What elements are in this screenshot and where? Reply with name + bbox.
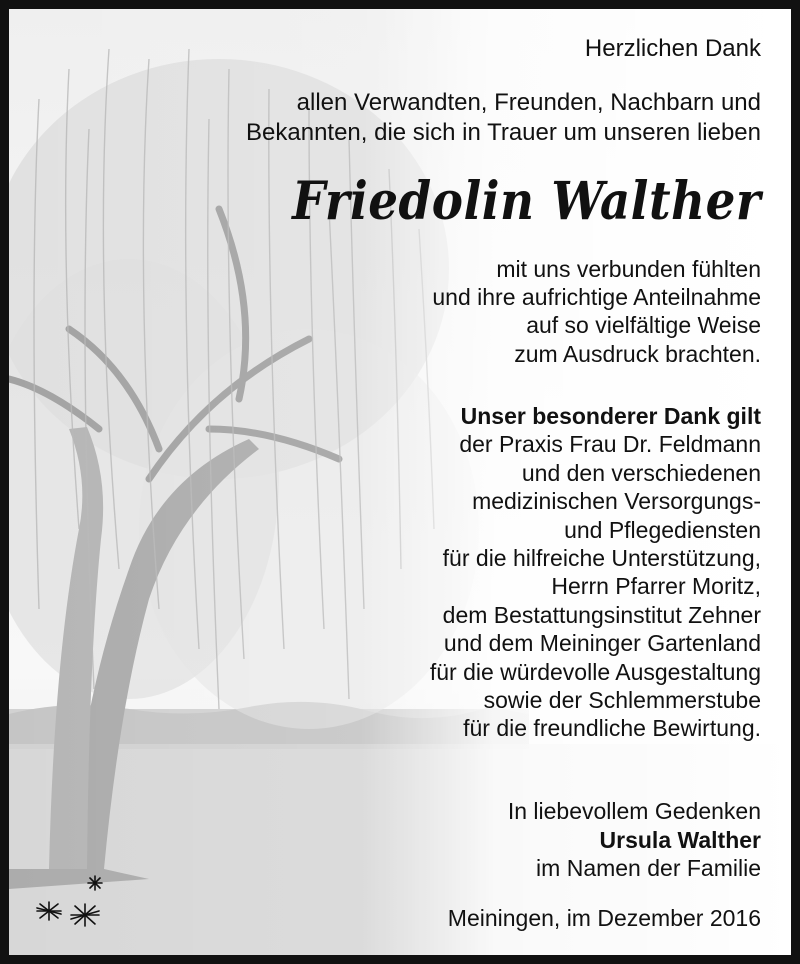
signatory-note: im Namen der Familie — [536, 855, 761, 881]
signatory-name: Ursula Walther — [599, 826, 761, 853]
special-thanks-heading: Unser besonderer Dank gilt — [460, 403, 761, 429]
sympathy-text — [432, 255, 761, 368]
special-thanks-section — [430, 402, 761, 743]
deceased-name: Friedolin Walther — [292, 171, 761, 232]
sympathy-line: und ihre aufrichtige Anteilnahme — [432, 284, 761, 311]
intro-line: Bekannten, die sich in Trauer um unseren lieben — [246, 119, 761, 146]
special-thanks-line: medizinischen Versorgungs- — [472, 488, 761, 515]
special-thanks-line: für die würdevolle Ausgestaltung — [429, 658, 761, 685]
leaf-sprigs-icon — [31, 871, 111, 933]
special-thanks-line: der Praxis Frau Dr. Feldmann — [459, 431, 761, 458]
intro-line: allen Verwandten, Freunden, Nachbarn und — [296, 89, 761, 116]
sympathy-line: zum Ausdruck brachten. — [514, 340, 761, 367]
sympathy-line: auf so vielfältige Weise — [526, 312, 761, 339]
special-thanks-line: und dem Meininger Gartenland — [443, 630, 761, 657]
special-thanks-line: und Pflegediensten — [564, 516, 761, 543]
closing-section — [508, 797, 761, 883]
special-thanks-line: Herrn Pfarrer Moritz, — [551, 573, 761, 600]
sympathy-line: mit uns verbunden fühlten — [496, 256, 761, 282]
special-thanks-line: für die freundliche Bewirtung. — [463, 715, 761, 742]
special-thanks-line: für die hilfreiche Unterstützung, — [442, 545, 761, 572]
notice-heading: Herzlichen Dank — [584, 35, 761, 62]
place-date: Meiningen, im Dezember 2016 — [447, 905, 761, 931]
special-thanks-line: dem Bestattungsinstitut Zehner — [442, 601, 761, 628]
intro-text — [246, 88, 761, 148]
special-thanks-line: sowie der Schlemmerstube — [483, 687, 761, 714]
closing-line: In liebevollem Gedenken — [507, 798, 761, 824]
special-thanks-line: und den verschiedenen — [521, 459, 761, 486]
